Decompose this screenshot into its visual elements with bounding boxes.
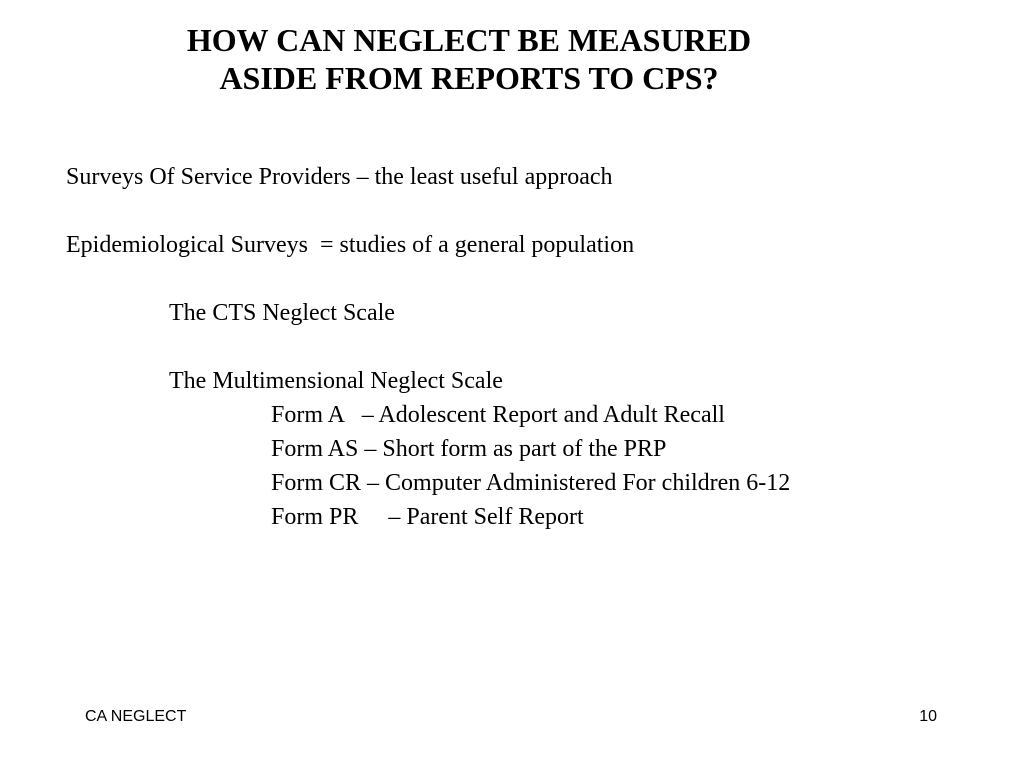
body-line-form-cr: Form CR – Computer Administered For children 6-12 — [271, 470, 791, 496]
slide-title — [0, 21, 938, 97]
slide-title-line-1: HOW CAN NEGLECT BE MEASURED — [186, 22, 752, 58]
page-number: 10 — [919, 708, 937, 725]
body-line-form-a: Form A – Adolescent Report and Adult Recall — [271, 402, 725, 428]
body-line-form-pr: Form PR – Parent Self Report — [271, 504, 584, 530]
body-line-cts-neglect-scale: The CTS Neglect Scale — [169, 300, 395, 326]
body-line-multidimensional-neglect-scale: The Multimensional Neglect Scale — [169, 368, 503, 394]
body-line-epidemiological-surveys: Epidemiological Surveys = studies of a general population — [66, 232, 635, 258]
slide-title-line-2: ASIDE FROM REPORTS TO CPS? — [219, 60, 719, 96]
body-line-service-provider-surveys: Surveys Of Service Providers – the least useful approach — [66, 164, 613, 190]
body-line-form-as: Form AS – Short form as part of the PRP — [271, 436, 667, 462]
footer-label: CA NEGLECT — [85, 708, 187, 725]
